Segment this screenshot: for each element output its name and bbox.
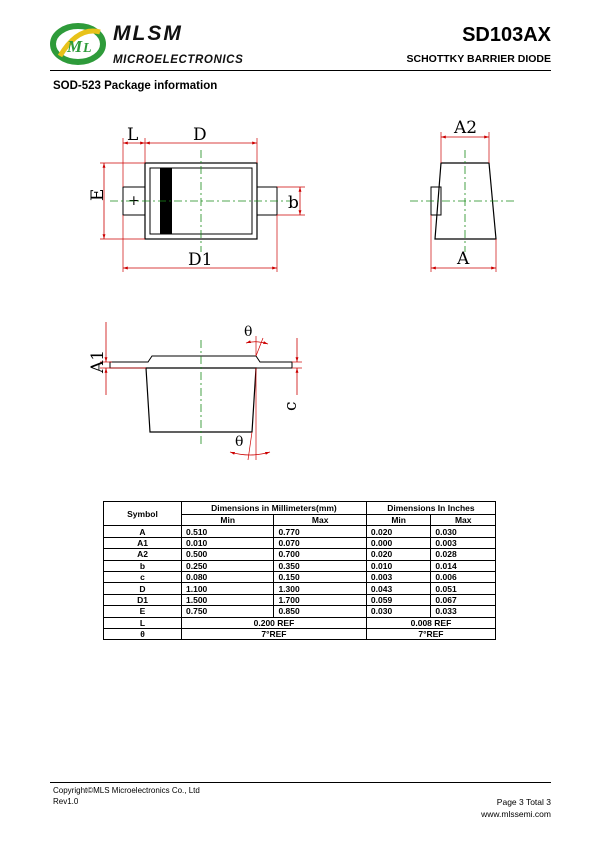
col-header-mm-min: Min (182, 515, 274, 526)
cell-mm-max: 0.850 (274, 606, 366, 617)
front-view-body (146, 368, 256, 432)
top-view-right-lead (257, 187, 277, 215)
top-view-left-lead (123, 187, 145, 215)
mlsm-logo-icon (50, 22, 108, 66)
table-row (104, 560, 496, 571)
brand-name: MLSM (113, 22, 183, 45)
cell-in-min: 0.059 (366, 594, 431, 605)
cell-mm-max: 0.150 (274, 571, 366, 582)
col-header-mm: Dimensions in Millimeters(mm) (182, 502, 367, 515)
cell-mm-min: 1.100 (182, 583, 274, 594)
end-view-body (435, 163, 496, 239)
part-description: SCHOTTKY BARRIER DIODE (406, 53, 551, 65)
cell-in-min: 0.003 (366, 571, 431, 582)
plus-marker: + (128, 193, 140, 209)
cell-in-max: 0.067 (431, 594, 496, 605)
table-row (104, 526, 496, 537)
end-view-lead (431, 187, 441, 215)
cell-symbol: c (104, 571, 182, 582)
dim-label-theta-top: θ (244, 324, 253, 340)
cell-in-min: 0.020 (366, 549, 431, 560)
front-view-leads (110, 356, 292, 368)
table-row (104, 628, 496, 639)
cell-symbol: D (104, 583, 182, 594)
cell-in-max: 0.003 (431, 537, 496, 548)
cell-in-ref: 0.008 REF (366, 617, 495, 628)
cell-mm-min: 0.750 (182, 606, 274, 617)
cell-mm-max: 0.350 (274, 560, 366, 571)
cell-mm-ref: 0.200 REF (182, 617, 367, 628)
dim-label-b: b (288, 193, 299, 213)
dim-label-D: D (193, 125, 207, 145)
col-header-mm-max: Max (274, 515, 366, 526)
company-logo (50, 20, 270, 70)
dim-label-L: L (127, 125, 139, 145)
dim-label-theta-bottom: θ (235, 434, 244, 450)
cell-mm-max: 0.770 (274, 526, 366, 537)
footer-copyright: Copyright©MLS Microelectronics Co., Ltd (53, 786, 200, 795)
cell-mm-max: 1.300 (274, 583, 366, 594)
svg-text:L: L (83, 41, 92, 56)
cell-in-max: 0.051 (431, 583, 496, 594)
cell-in-max: 0.006 (431, 571, 496, 582)
dim-label-D1: D1 (188, 250, 213, 270)
col-header-in-max: Max (431, 515, 496, 526)
cell-in-max: 0.014 (431, 560, 496, 571)
cell-symbol: A (104, 526, 182, 537)
col-header-inches: Dimensions In Inches (366, 502, 495, 515)
brand-subtitle: MICROELECTRONICS (113, 54, 244, 66)
cell-symbol: E (104, 606, 182, 617)
cathode-band (160, 168, 172, 234)
table-row (104, 583, 496, 594)
cell-symbol: A2 (104, 549, 182, 560)
cell-in-min: 0.000 (366, 537, 431, 548)
dim-label-A2: A2 (454, 118, 478, 138)
cell-in-max: 0.033 (431, 606, 496, 617)
cell-in-ref: 7°REF (366, 628, 495, 639)
footer-page-number: Page 3 Total 3 (496, 797, 551, 807)
top-view (88, 125, 305, 272)
cell-mm-min: 0.080 (182, 571, 274, 582)
cell-symbol: L (104, 617, 182, 628)
cell-in-min: 0.020 (366, 526, 431, 537)
cell-in-max: 0.030 (431, 526, 496, 537)
cell-mm-ref: 7°REF (182, 628, 367, 639)
top-view-body (145, 163, 257, 239)
part-number: SD103AX (462, 24, 551, 46)
header-divider (50, 70, 551, 71)
dim-label-A: A (457, 249, 470, 269)
dimensions-table (103, 501, 496, 640)
footer-divider (50, 782, 551, 783)
dim-label-E: E (88, 188, 108, 201)
dim-label-c: c (281, 401, 301, 411)
table-row (104, 606, 496, 617)
cell-in-max: 0.028 (431, 549, 496, 560)
col-header-symbol: Symbol (104, 502, 182, 526)
cell-symbol: A1 (104, 537, 182, 548)
cell-symbol: θ (104, 628, 182, 639)
end-view (410, 118, 515, 272)
cell-in-min: 0.030 (366, 606, 431, 617)
dim-label-A1: A1 (88, 349, 108, 373)
cell-mm-min: 0.250 (182, 560, 274, 571)
footer-revision: Rev1.0 (53, 797, 79, 806)
cell-mm-min: 0.510 (182, 526, 274, 537)
footer-website-link[interactable]: www.mlssemi.com (481, 809, 551, 819)
cell-symbol: b (104, 560, 182, 571)
cell-mm-max: 0.070 (274, 537, 366, 548)
cell-in-min: 0.010 (366, 560, 431, 571)
table-row (104, 617, 496, 628)
svg-text:M: M (67, 37, 83, 56)
cell-mm-min: 0.500 (182, 549, 274, 560)
table-row (104, 571, 496, 582)
cell-in-min: 0.043 (366, 583, 431, 594)
front-view (88, 322, 302, 460)
table-row (104, 594, 496, 605)
cell-mm-min: 0.010 (182, 537, 274, 548)
table-row (104, 549, 496, 560)
cell-symbol: D1 (104, 594, 182, 605)
cell-mm-min: 1.500 (182, 594, 274, 605)
table-row (104, 537, 496, 548)
col-header-in-min: Min (366, 515, 431, 526)
cell-mm-max: 0.700 (274, 549, 366, 560)
section-title: SOD-523 Package information (53, 80, 218, 92)
cell-mm-max: 1.700 (274, 594, 366, 605)
